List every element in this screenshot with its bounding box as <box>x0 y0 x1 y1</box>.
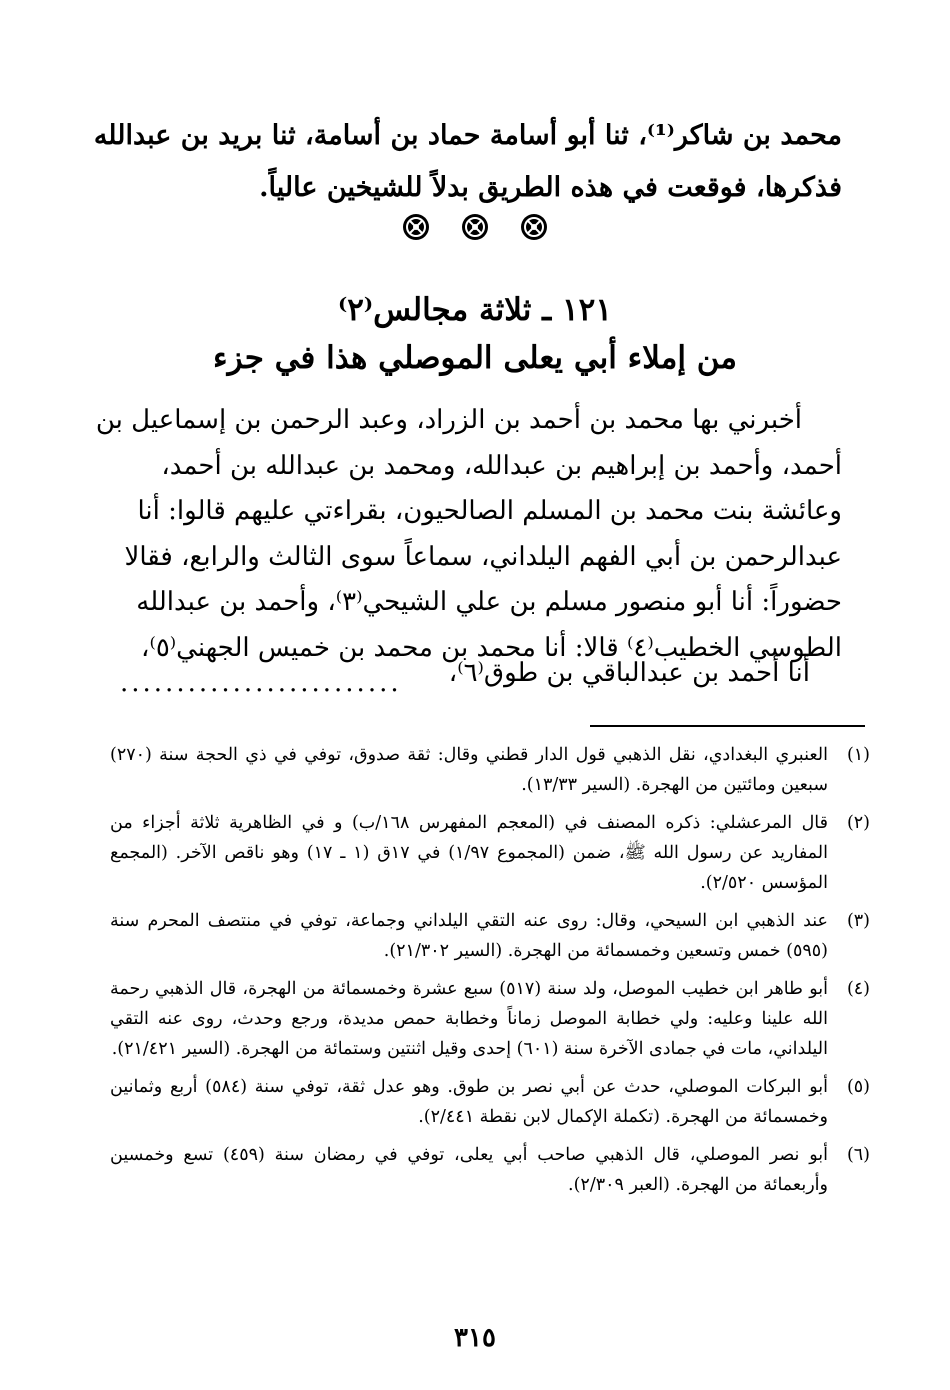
footnote-number: (٢) <box>846 813 870 833</box>
footnote <box>110 906 870 966</box>
footnote-text: أبو البركات الموصلي، حدث عن أبي نصر بن طوق. وهو عدل ثقة، توفي سنة (٥٨٤) أربع وثمانين وخمسمائة من الهجرة. (تكملة الإكمال لابن نقطة ٢/٤٤١). <box>110 1077 828 1127</box>
main-paragraph <box>95 398 842 671</box>
footnote-divider <box>590 725 865 727</box>
footnote <box>110 808 870 898</box>
body-last-line: أنا أحمد بن عبدالباقي بن طوق⁽٦⁾، <box>448 658 810 688</box>
ellipsis-leader: ......................... <box>120 668 402 698</box>
footnote-number: (٣) <box>846 911 870 931</box>
intro-line: فذكرها، فوقعت في هذه الطريق بدلاً للشيخين عالياً. <box>259 172 842 203</box>
footnote-text: أبو نصر الموصلي، قال الذهبي صاحب أبي يعلى، توفي في رمضان سنة (٤٥٩) تسع وخمسين وأربعمائة من الهجرة. (العبر ٢/٣٠٩). <box>110 1145 828 1195</box>
footnote-number: (١) <box>846 745 870 765</box>
body-line: الطوسي الخطيب⁽٤⁾ قالا: أنا محمد بن محمد بن خميس الجهني⁽٥⁾، <box>141 632 842 663</box>
body-line: أحمد، وأحمد بن إبراهيم بن عبدالله، ومحمد بن عبدالله بن أحمد، <box>161 450 842 481</box>
footnote <box>110 974 870 1064</box>
section-divider <box>0 212 950 246</box>
footnote-text: قال المرعشلي: ذكره المصنف في (المعجم المفهرس ١٦٨/ب) و في الظاهرية ثلاثة أجزاء من المفاريد عن رسول الله ﷺ، ضمن (المجموع ١/٩٧) في ١٧ق (١ ـ ١٧) وهو ناقص الآخر. (المجمع المؤسس ٢/٥٢٠). <box>110 813 828 893</box>
footnotes <box>110 740 870 1208</box>
footnote-text: العنبري البغدادي، نقل الذهبي قول الدار قطني وقال: ثقة صدوق، توفي في ذي الحجة سنة (٢٧٠) سبعين ومائتين من الهجرة. (السير ١٣/٣٣). <box>110 745 828 795</box>
body-line: أخبرني بها محمد بن أحمد بن الزراد، وعبد الرحمن بن إسماعيل بن <box>95 405 802 435</box>
footnote-text: أبو طاهر ابن خطيب الموصل، ولد سنة (٥١٧) سبع عشرة وخمسمائة من الهجرة، قال الذهبي رحمة الله علينا وعليه: ولي خطابة الموصل زماناً وخطابة حمص مديدة، ورجع وحدث، روى عنه التقي اليلداني، مات في جمادى الآخرة سنة (٦٠١) إحدى وقيل اثنتين وستمائة من الهجرة. (السير ٢١/٤٢١). <box>110 979 828 1059</box>
footnote <box>110 1072 870 1132</box>
footnote-text: عند الذهبي ابن السيحي، وقال: روى عنه التقي اليلداني وجماعة، توفي في منتصف المحرم سنة (٥٩٥) خمس وتسعين وخمسمائة من الهجرة. (السير ٢١/٣٠٢). <box>110 911 828 961</box>
knot-ornament-icon <box>460 212 490 246</box>
footnote-number: (٤) <box>846 979 870 999</box>
knot-ornament-icon <box>519 212 549 246</box>
section-subtitle: من إملاء أبي يعلى الموصلي هذا في جزء <box>213 340 737 376</box>
section-title: ١٢١ ـ ثلاثة مجالس⁽٢⁾ <box>338 292 612 328</box>
footnote <box>110 1140 870 1200</box>
page-number: ٣١٥ <box>454 1323 496 1353</box>
intro-line: محمد بن شاكر⁽¹⁾، ثنا أبو أسامة حماد بن أسامة، ثنا بريد بن عبدالله <box>93 120 842 151</box>
footnote <box>110 740 870 800</box>
footnote-number: (٥) <box>846 1077 870 1097</box>
body-line: وعائشة بنت محمد بن المسلم الصالحيون، بقراءتي عليهم قالوا: أنا <box>137 496 842 526</box>
body-line: حضوراً: أنا أبو منصور مسلم بن علي الشيحي⁽٣⁾، وأحمد بن عبدالله <box>136 587 842 617</box>
knot-ornament-icon <box>401 212 431 246</box>
body-line: عبدالرحمن بن أبي الفهم اليلداني، سماعاً سوى الثالث والرابع، فقالا <box>124 541 842 572</box>
intro-paragraph <box>93 110 842 214</box>
footnote-number: (٦) <box>846 1145 870 1165</box>
